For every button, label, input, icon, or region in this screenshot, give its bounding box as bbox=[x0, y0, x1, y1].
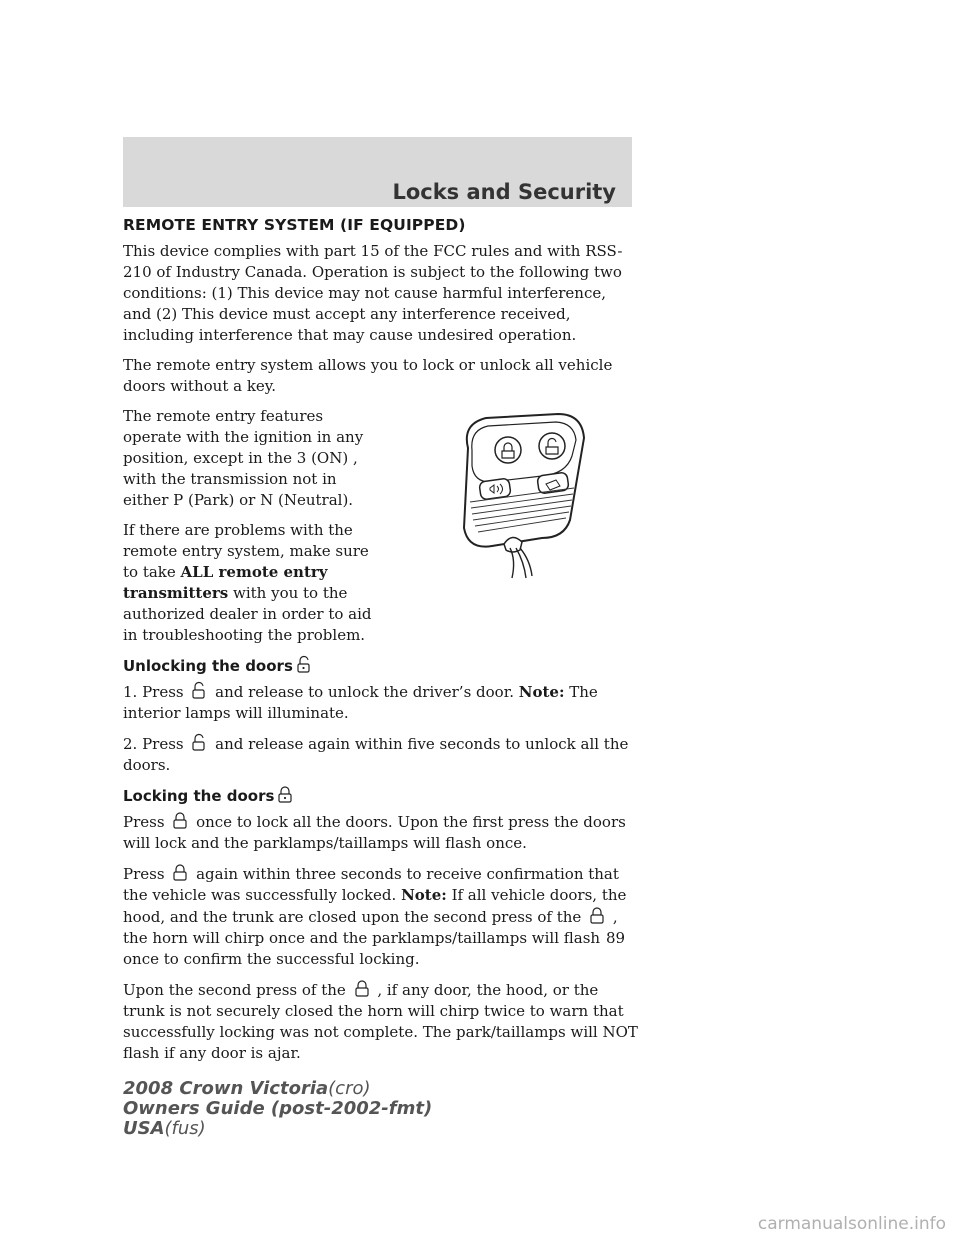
lock-paragraph-2: Press again within three seconds to receive confirmation that the vehicle was successfully locked. Note: If all vehicle doors, the hood, and the trunk are closed upon the second press of the , the horn will chirp once and the parklamps/taillamps will flash once to confirm the successful locking. bbox=[123, 865, 627, 968]
unlocking-heading: Unlocking the doors bbox=[123, 655, 638, 675]
unlock-icon bbox=[190, 681, 208, 699]
lock-icon bbox=[276, 785, 294, 803]
page-content bbox=[123, 216, 638, 1073]
allows-paragraph: The remote entry system allows you to lock or unlock all vehicle doors without a key. bbox=[123, 356, 613, 395]
lock-icon bbox=[171, 863, 189, 881]
header-band bbox=[123, 137, 632, 207]
locking-heading: Locking the doors bbox=[123, 785, 638, 805]
lock-icon bbox=[353, 979, 371, 997]
fob-section bbox=[123, 406, 638, 646]
transmitters-emphasis: ALL remote entry transmitters bbox=[123, 563, 328, 602]
fcc-paragraph: This device complies with part 15 of the FCC rules and with RSS-210 of Industry Canada. Operation is subject to the following two conditions: (1) This device may not cause harmful interference, and (2) This device must accept any interference received, including interference that may cause undesired operation. bbox=[123, 242, 623, 344]
lock-icon bbox=[171, 811, 189, 829]
unlock-icon bbox=[295, 655, 313, 673]
key-fob-illustration bbox=[446, 410, 586, 580]
problems-paragraph: If there are problems with the remote entry system, make sure to take ALL remote entry transmitters with you to the authorized dealer in order to aid in troubleshooting the problem. bbox=[123, 521, 372, 644]
lock-paragraph-1: Press once to lock all the doors. Upon the first press the doors will lock and the parklamps/taillamps will flash once. bbox=[123, 813, 626, 852]
fob-lock-button bbox=[495, 437, 521, 463]
section-title: REMOTE ENTRY SYSTEM (IF EQUIPPED) bbox=[123, 216, 466, 234]
features-paragraph: The remote entry features operate with the ignition in any position, except in the 3 (ON) , with the transmission not in either P (Park) or N (Neutral). bbox=[123, 407, 364, 509]
unlock-step-2: 2. Press and release again within five seconds to unlock all the doors. bbox=[123, 735, 629, 774]
lock-icon bbox=[588, 906, 606, 924]
page-number: 89 bbox=[606, 929, 626, 947]
lock-paragraph-3: Upon the second press of the , if any door, the hood, or the trunk is not securely closed the horn will chirp twice to warn that successfully locking was not complete. The park/taillamps will NOT flash if any door is ajar. bbox=[123, 981, 638, 1062]
fob-unlock-button bbox=[539, 433, 565, 459]
page-header-title: Locks and Security bbox=[392, 180, 616, 204]
unlock-step-1: 1. Press and release to unlock the driver’s door. Note: The interior lamps will illuminate. bbox=[123, 683, 598, 722]
document-footer: 2008 Crown Victoria(cro) Owners Guide (post-2002-fmt) USA(fus) bbox=[123, 1078, 433, 1139]
unlock-icon bbox=[190, 733, 208, 751]
watermark: carmanualsonline.info bbox=[757, 1214, 946, 1234]
